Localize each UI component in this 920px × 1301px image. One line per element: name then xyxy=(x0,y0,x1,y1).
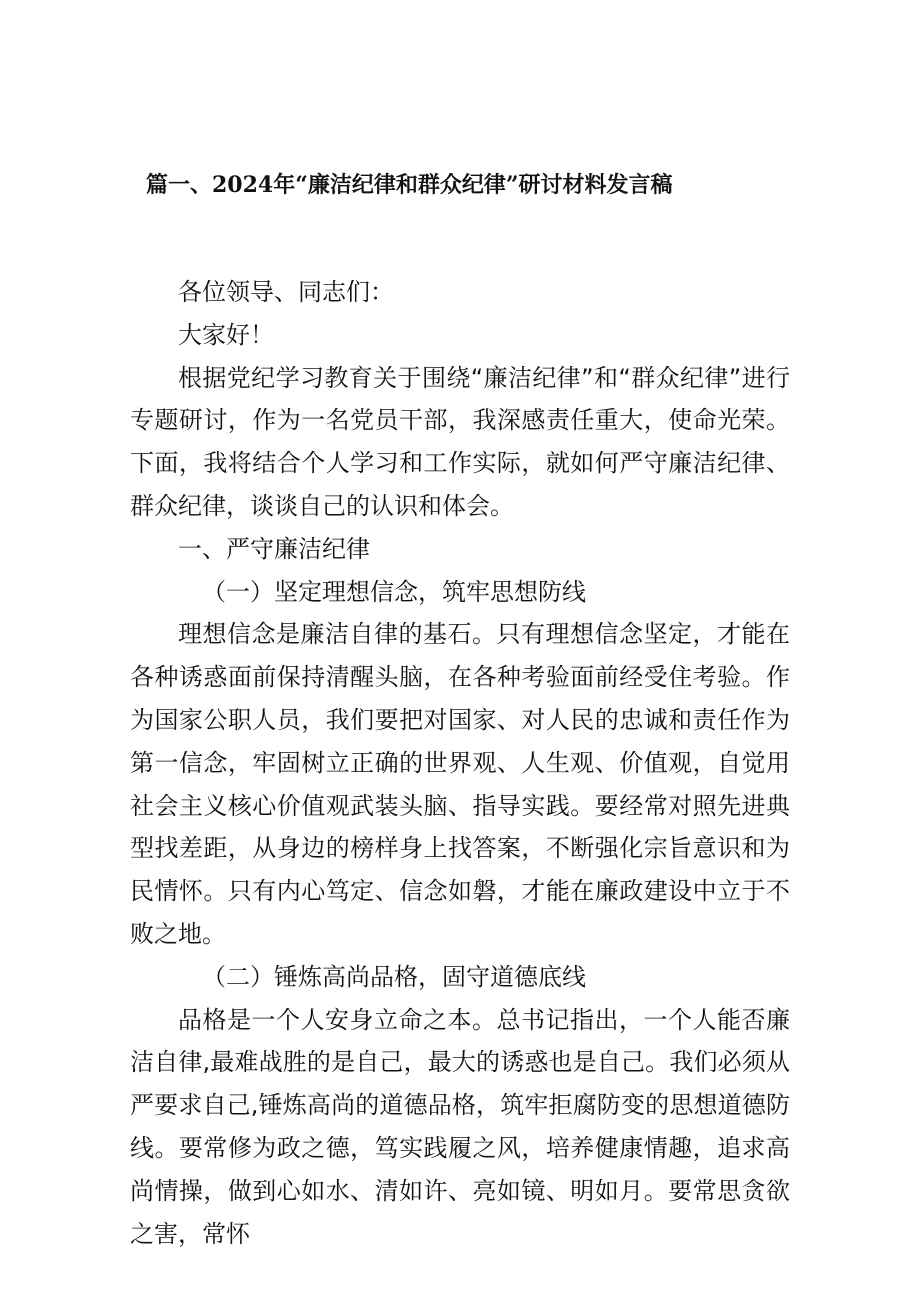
intro-paragraph: 根据党纪学习教育关于围绕“廉洁纪律”和“群众纪律”进行专题研讨，作为一名党员干部，我深感责任重大，使命光荣。下面，我将结合个人学习和工作实际，就如何严守廉洁纪律、群众纪律，谈谈自己的认识和体会。 xyxy=(130,363,790,520)
hello-line: 大家好！ xyxy=(178,320,274,349)
document-title: 篇一、2024年“廉洁纪律和群众纪律”研讨材料发言稿 xyxy=(146,172,673,198)
subsection-heading-1: （一）坚定理想信念，筑牢思想防线 xyxy=(202,577,586,606)
greeting-line: 各位领导、同志们： xyxy=(178,278,394,306)
subsection-paragraph-1: 理想信念是廉洁自律的基石。只有理想信念坚定，才能在各种诱惑面前保持清醒头脑，在各种考验面前经受住考验。作为国家公职人员，我们要把对国家、对人民的忠诚和责任作为第一信念，牢固树立正确的世界观、人生观、价值观，自觉用社会主义核心价值观武装头脑、指导实践。要经常对照先进典型找差距，从身边的榜样身上找答案，不断强化宗旨意识和为民情怀。只有内心笃定、信念如磐，才能在廉政建设中立于不败之地。 xyxy=(130,620,790,948)
subsection-paragraph-2: 品格是一个人安身立命之本。总书记指出，一个人能否廉洁自律,最难战胜的是自己，最大的诱惑也是自己。我们必须从严要求自己,锤炼高尚的道德品格，筑牢拒腐防变的思想道德防线。要常修为政之德，笃实践履之风，培养健康情趣，追求高尚情操，做到心如水、清如许、亮如镜、明如月。要常思贪欲之害，常怀 xyxy=(130,1005,790,1248)
subsection-heading-2: （二）锤炼高尚品格，固守道德底线 xyxy=(202,962,586,991)
document-body xyxy=(130,271,790,1255)
section-heading-1: 一、严守廉洁纪律 xyxy=(178,534,370,563)
